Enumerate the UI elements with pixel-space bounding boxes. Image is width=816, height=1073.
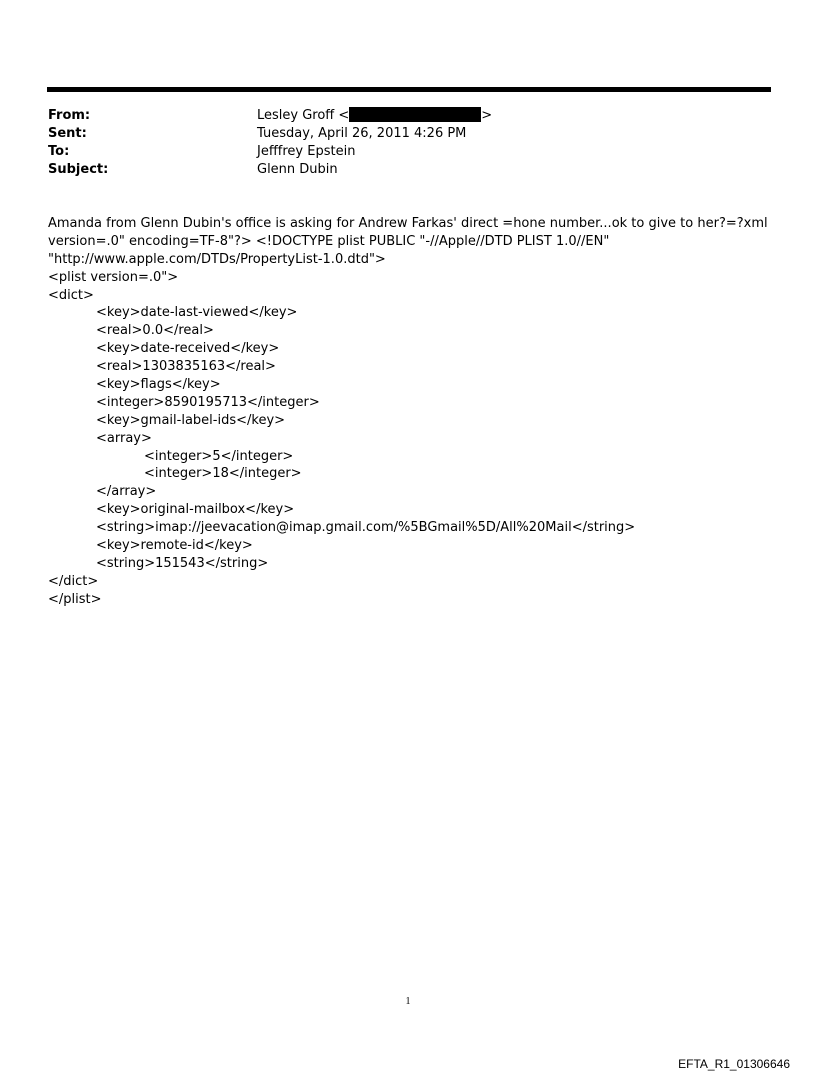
- sent-row: [48, 125, 748, 143]
- to-row: [48, 143, 748, 161]
- redaction-box: [349, 107, 481, 122]
- body-line: <real>1303835163</real>: [96, 359, 276, 375]
- body-line: <string>151543</string>: [96, 555, 269, 571]
- from-name: Lesley Groff <: [257, 108, 350, 123]
- subject-label: Subject:: [48, 162, 109, 177]
- to-value: Jefffrey Epstein: [257, 144, 356, 159]
- body-line: <real>0.0</real>: [96, 323, 214, 339]
- body-line: <key>date-received</key>: [96, 341, 280, 357]
- from-row: [48, 107, 748, 125]
- sent-value: Tuesday, April 26, 2011 4:26 PM: [257, 126, 467, 141]
- from-value: [257, 107, 492, 125]
- body-line: <string>imap://jeevacation@imap.gmail.com/%5BGmail%5D/All%20Mail</string>: [96, 520, 636, 536]
- body-line: version=.0" encoding=TF-8"?> <!DOCTYPE plist PUBLIC "-//Apple//DTD PLIST 1.0//EN": [48, 233, 610, 249]
- from-label: From:: [48, 108, 91, 123]
- body-line: <key>original-mailbox</key>: [96, 502, 295, 518]
- email-header: [48, 107, 748, 179]
- body-line: <integer>5</integer>: [144, 448, 294, 464]
- body-line: <key>gmail-label-ids</key>: [96, 412, 286, 428]
- email-body: [48, 215, 768, 609]
- body-line: <key>remote-id</key>: [96, 538, 253, 554]
- page-number: 1: [405, 996, 411, 1007]
- header-rule: [47, 87, 771, 92]
- body-line: <dict>: [48, 287, 94, 303]
- body-line: </dict>: [48, 573, 99, 589]
- sent-label: Sent:: [48, 126, 87, 141]
- body-line: </plist>: [48, 591, 102, 607]
- body-line: <key>flags</key>: [96, 377, 221, 393]
- body-line: Amanda from Glenn Dubin's office is asking for Andrew Farkas' direct =hone number...ok to give to her?=?xml: [48, 216, 768, 231]
- body-line: <integer>18</integer>: [144, 466, 302, 482]
- subject-row: [48, 161, 748, 179]
- to-label: To:: [48, 144, 70, 159]
- subject-value: Glenn Dubin: [257, 162, 338, 177]
- body-line: <plist version=.0">: [48, 269, 179, 285]
- body-line: <key>date-last-viewed</key>: [96, 305, 298, 321]
- body-line: <array>: [96, 430, 152, 446]
- document-id: EFTA_R1_01306646: [678, 1057, 790, 1071]
- body-line: <integer>8590195713</integer>: [96, 394, 320, 410]
- body-line: "http://www.apple.com/DTDs/PropertyList-1.0.dtd">: [48, 251, 386, 267]
- body-line: </array>: [96, 484, 157, 500]
- from-close: >: [481, 108, 493, 123]
